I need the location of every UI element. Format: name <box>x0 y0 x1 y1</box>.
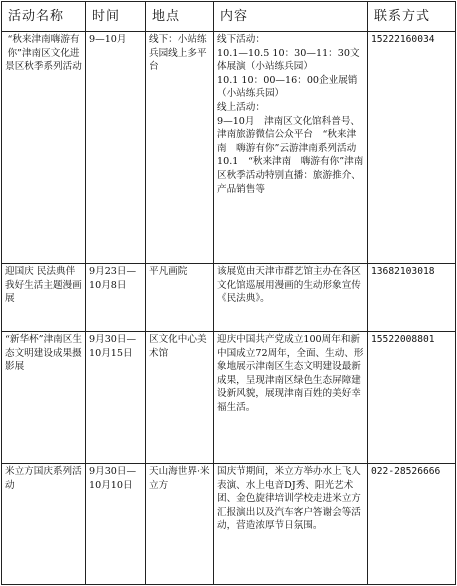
event-content: 该展览由天津市群艺馆主办在各区文化馆巡展用漫画的生动形象宣传《民法典》。 <box>214 264 368 332</box>
content-line: 线上活动： <box>217 101 265 113</box>
header-content: 内容 <box>214 2 368 32</box>
header-row <box>2 2 456 32</box>
event-location: 区文化中心美术馆 <box>146 332 214 464</box>
event-time: 9月30日—10月15日 <box>86 332 146 464</box>
events-table <box>1 1 456 585</box>
event-contact: 15222160034 <box>368 32 456 264</box>
event-location <box>146 32 214 264</box>
content-line: 线下活动： <box>217 34 265 45</box>
event-time: 9月30日—10月10日 <box>86 464 146 585</box>
event-location-text: 线下：小站练兵园线上多平台 <box>149 34 207 73</box>
event-content <box>214 32 368 264</box>
event-name: 迎国庆 民法典伴我好生活主题漫画展 <box>2 264 86 332</box>
table-row <box>2 32 456 264</box>
event-location: 天山海世界·米立方 <box>146 464 214 585</box>
event-content: 国庆节期间，米立方举办水上飞人表演、水上电音DJ秀、阳光艺术团、金色旋律培训学校走进米立方汇报演出以及汽车客户答谢会等活动，营造浓厚节日氛围。 <box>214 464 368 585</box>
content-line: 10.1—10.5 10：30—11：30文体展演（小站练兵园） <box>217 47 360 73</box>
event-name: “新华杯”津南区生态文明建设成果摄影展 <box>2 332 86 464</box>
event-content: 迎庆中国共产党成立100周年和新中国成立72周年，全面、生动、形象地展示津南区生态文明建设最新成果，呈现津南区绿色生态屏障建设新风貌，展现津南百姓的美好幸福生活。 <box>214 332 368 464</box>
header-location: 地点 <box>146 2 214 32</box>
header-name: 活动名称 <box>2 2 86 32</box>
event-time: 9—10月 <box>86 32 146 264</box>
header-time: 时间 <box>86 2 146 32</box>
event-contact: 022-28526666 <box>368 464 456 585</box>
content-line: 10.1 10：00—16：00企业展销（小站练兵园） <box>217 74 358 100</box>
content-line: 10.1 “秋来津南 嗨游有你”津南区秋季活动特别直播：旅游推介、产品销售等 <box>217 156 364 195</box>
event-contact: 13682103018 <box>368 264 456 332</box>
header-contact: 联系方式 <box>368 2 456 32</box>
content-line: 9—10月 津南区文化馆科普号、津南旅游微信公众平台 “秋来津南 嗨游有你”云游津南系列活动 <box>217 115 361 154</box>
table-row <box>2 332 456 464</box>
table-row <box>2 464 456 585</box>
event-contact: 15522008801 <box>368 332 456 464</box>
event-name: “秋来津南嗨游有你”津南区文化进景区秋季系列活动 <box>2 32 86 264</box>
event-location: 平凡画院 <box>146 264 214 332</box>
event-time: 9月23日—10月8日 <box>86 264 146 332</box>
table-row <box>2 264 456 332</box>
event-name: 米立方国庆系列活动 <box>2 464 86 585</box>
